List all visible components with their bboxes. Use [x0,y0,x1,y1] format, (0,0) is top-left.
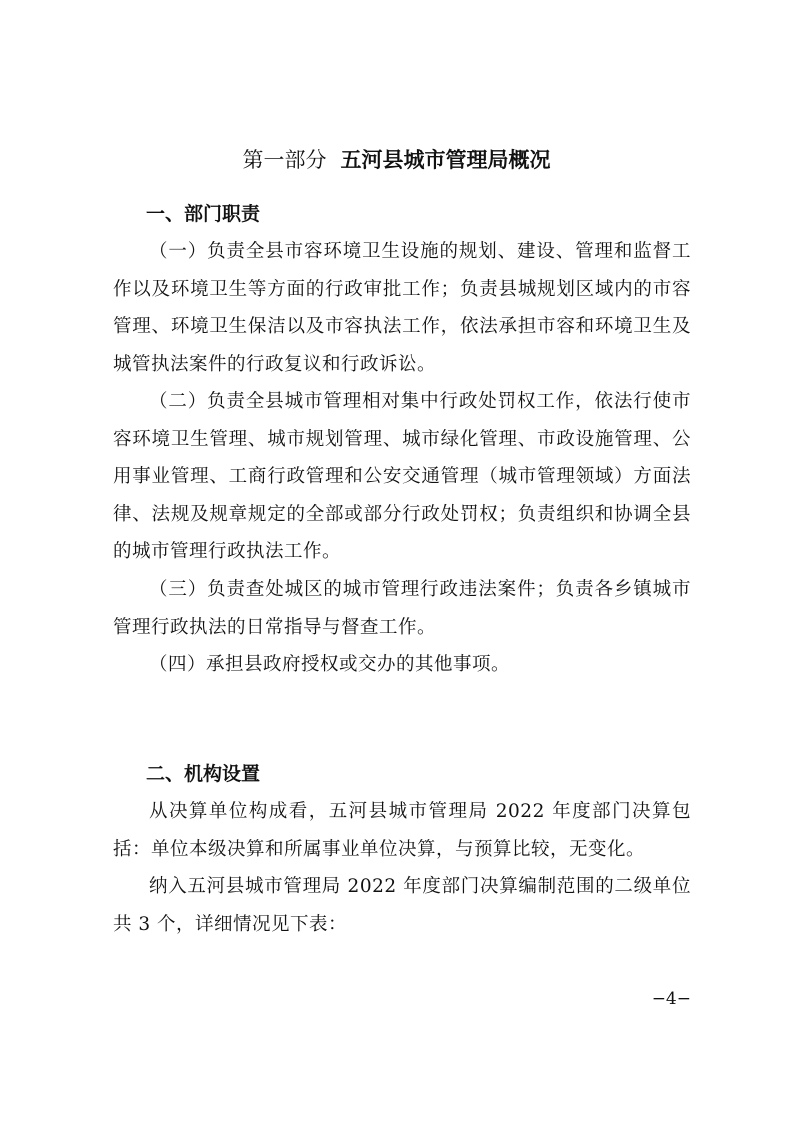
organization-paragraph-2: 纳入五河县城市管理局 2022 年度部门决算编制范围的二级单位共 3 个，详细情况见下表： [113,876,691,935]
duty-paragraph-3: （三）负责查处城区的城市管理行政违法案件；负责各乡镇城市管理行政执法的日常指导与督查工作。 [113,579,691,638]
part-label: 第一部分 [242,148,327,172]
page-number: −4− [651,989,691,1009]
main-title: 五河县城市管理局概况 [340,148,551,172]
duty-paragraph-4: （四）承担县政府授权或交办的其他事项。 [149,654,511,675]
section-heading-duties: 一、部门职责 [146,203,261,225]
duty-paragraph-1: （一）负责全县市容环境卫生设施的规划、建设、管理和监督工作以及环境卫生等方面的行政审批工作；负责县城规划区域内的市容管理、环境卫生保洁以及市容执法工作，依法承担市容和环境卫生及城管执法案件的行政复议和行政诉讼。 [113,241,691,375]
page-title [0,143,793,177]
organization-paragraph-1: 从决算单位构成看，五河县城市管理局 2022 年度部门决算包括：单位本级决算和所属事业单位决算，与预算比较，无变化。 [113,801,691,860]
duty-paragraph-2: （二）负责全县城市管理相对集中行政处罚权工作，依法行使市容环境卫生管理、城市规划管理、城市绿化管理、市政设施管理、公用事业管理、工商行政管理和公安交通管理（城市管理领域）方面法律、法规及规章规定的全部或部分行政处罚权；负责组织和协调全县的城市管理行政执法工作。 [113,391,691,562]
section-heading-organization: 二、机构设置 [146,763,261,785]
